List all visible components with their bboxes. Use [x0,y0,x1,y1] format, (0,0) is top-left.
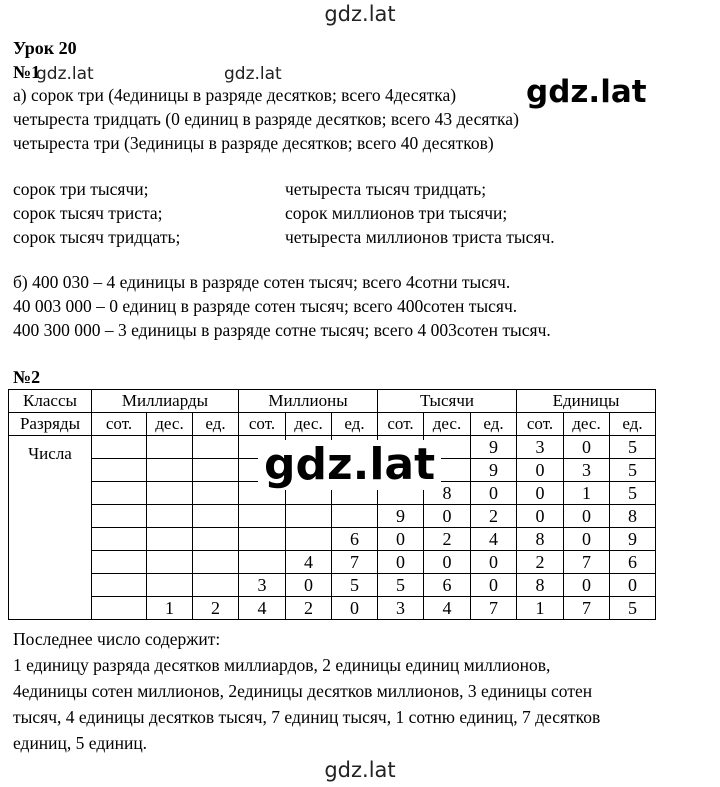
digit-cell [92,482,147,505]
digit-cell: 8 [610,505,656,528]
digit-cell [332,505,378,528]
digit-cell: 2 [424,528,471,551]
digit-cell: 0 [471,574,517,597]
digit-cell: 0 [610,574,656,597]
digit-cell [92,528,147,551]
conclusion-line: Последнее число содержит: [13,629,221,649]
classes-label: Классы [9,390,92,413]
digit-cell: 2 [286,597,332,620]
watermark-small-b: gdz.lat [224,64,282,84]
task1-pair-right: четыреста тысяч тридцать; [285,179,487,199]
digit-cell: 0 [286,574,332,597]
digit-cell: 0 [564,436,610,459]
digit-cell [147,551,193,574]
digit-cell [147,482,193,505]
digit-cell: 0 [332,597,378,620]
digit-cell: 3 [378,597,424,620]
digit-cell: 2 [471,505,517,528]
digit-cell: 0 [471,551,517,574]
digit-cell [193,482,239,505]
digit-cell: 1 [564,482,610,505]
digit-cell: 2 [193,597,239,620]
classes-row [9,390,656,413]
digit-cell [193,505,239,528]
digit-cell [239,528,286,551]
digit-cell [147,505,193,528]
task1-heading: №1 [13,62,41,82]
digit-cell [286,505,332,528]
ranks-row [9,413,656,436]
digit-cell [147,459,193,482]
digit-cell: 6 [610,551,656,574]
digit-cell: 0 [564,528,610,551]
digit-cell [147,436,193,459]
rank-header: сот. [517,413,564,436]
watermark-table: gdz.lat [258,440,441,490]
digit-cell [147,574,193,597]
numbers-label: Числа [9,436,92,620]
rank-header: дес. [424,413,471,436]
digit-cell: 0 [564,574,610,597]
number-row [9,574,656,597]
digit-cell [92,597,147,620]
digit-cell: 6 [332,528,378,551]
digit-cell [193,551,239,574]
digit-cell [92,551,147,574]
digit-cell [92,459,147,482]
conclusion-line: тысяч, 4 единицы десятков тысяч, 7 единиц тысяч, 1 сотню единиц, 7 десятков [13,707,601,727]
task1-b-line: 400 300 000 – 3 единицы в разряде сотне тысяч; всего 4 003сотен тысяч. [13,320,551,340]
lesson-title: Урок 20 [13,38,77,58]
rank-header: ед. [471,413,517,436]
digit-cell [92,505,147,528]
digit-cell: 5 [332,574,378,597]
digit-cell: 5 [378,574,424,597]
digit-cell: 7 [332,551,378,574]
task1-a-line: а) сорок три (4единицы в разряде десятков; всего 4десятка) [13,85,457,105]
digit-cell: 9 [610,528,656,551]
number-row [9,597,656,620]
digit-cell: 0 [564,505,610,528]
digit-cell: 3 [517,436,564,459]
digit-cell: 0 [471,482,517,505]
digit-cell: 9 [378,505,424,528]
digit-cell: 8 [517,574,564,597]
task1-pair-left: сорок тысяч тридцать; [13,227,181,247]
digit-cell: 5 [610,436,656,459]
rank-header: ед. [610,413,656,436]
conclusion-line: 4единицы сотен миллионов, 2единицы десятков миллионов, 3 единицы сотен [13,681,593,701]
task1-pair-right: четыреста миллионов триста тысяч. [285,227,555,247]
digit-cell [147,528,193,551]
digit-cell: 8 [424,482,471,505]
digit-cell: 5 [610,459,656,482]
watermark-bottom: gdz.lat [324,758,396,782]
task1-pair-left: сорок три тысячи; [13,179,149,199]
digit-cell: 4 [239,597,286,620]
class-header: Тысячи [378,390,517,413]
class-header: Миллиарды [92,390,239,413]
digit-cell [286,528,332,551]
digit-cell: 6 [424,574,471,597]
digit-cell: 5 [610,597,656,620]
digit-cell [239,551,286,574]
number-row [9,528,656,551]
digit-cell: 0 [424,505,471,528]
digit-cell: 2 [517,551,564,574]
digit-cell [193,459,239,482]
digit-cell: 5 [610,482,656,505]
rank-header: сот. [239,413,286,436]
task2-heading: №2 [13,367,41,387]
digit-cell: 0 [378,528,424,551]
task1-a-line: четыреста тридцать (0 единиц в разряде десятков; всего 43 десятка) [13,109,519,129]
ranks-label: Разряды [9,413,92,436]
digit-cell: 1 [517,597,564,620]
digit-cell: 4 [286,551,332,574]
digit-cell: 0 [517,505,564,528]
watermark-top: gdz.lat [324,2,396,26]
digit-cell: 9 [471,436,517,459]
digit-cell [193,528,239,551]
task1-pair-right: сорок миллионов три тысячи; [285,203,508,223]
rank-header: дес. [564,413,610,436]
digit-cell [92,436,147,459]
rank-header: дес. [147,413,193,436]
digit-cell: 0 [517,482,564,505]
digit-cell: 0 [424,551,471,574]
digit-cell: 1 [147,597,193,620]
digit-cell: 7 [564,551,610,574]
digit-cell: 4 [424,597,471,620]
number-row [9,551,656,574]
task1-b-line: 40 003 000 – 0 единиц в разряде сотен тысяч; всего 400сотен тысяч. [13,296,518,316]
class-header: Миллионы [239,390,378,413]
rank-header: дес. [286,413,332,436]
digit-cell [92,574,147,597]
watermark-big: gdz.lat [520,74,653,110]
conclusion-line: единиц, 5 единиц. [13,733,148,753]
rank-header: сот. [378,413,424,436]
rank-header: сот. [92,413,147,436]
task1-pair-left: сорок тысяч триста; [13,203,163,223]
digit-cell [193,574,239,597]
rank-header: ед. [193,413,239,436]
digit-cell: 3 [564,459,610,482]
digit-cell: 7 [471,597,517,620]
task1-a-line: четыреста три (3единицы в разряде десятков; всего 40 десятков) [13,133,494,153]
digit-cell: 8 [517,528,564,551]
class-header: Единицы [517,390,656,413]
rank-header: ед. [332,413,378,436]
digit-cell: 3 [239,574,286,597]
digit-cell: 7 [564,597,610,620]
conclusion-line: 1 единицу разряда десятков миллиардов, 2 единицы единиц миллионов, [13,655,551,675]
watermark-small-a: gdz.lat [36,64,94,84]
place-value-table [8,389,656,620]
digit-cell [193,436,239,459]
task1-b-line: б) 400 030 – 4 единицы в разряде сотен тысяч; всего 4сотни тысяч. [13,272,511,292]
digit-cell: 4 [471,528,517,551]
number-row [9,505,656,528]
digit-cell: 0 [378,551,424,574]
digit-cell: 9 [471,459,517,482]
digit-cell: 0 [517,459,564,482]
digit-cell [239,505,286,528]
